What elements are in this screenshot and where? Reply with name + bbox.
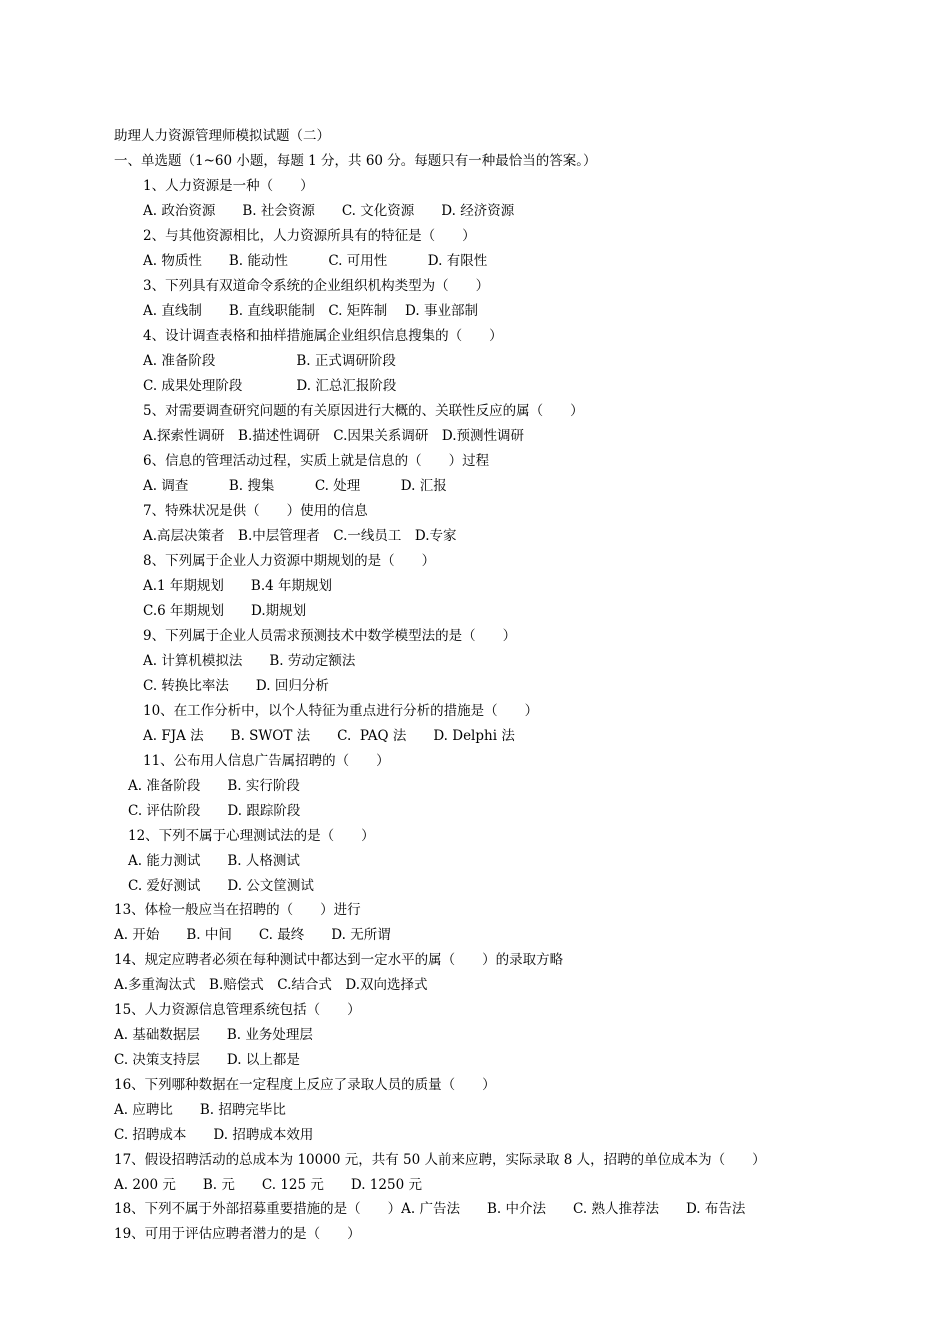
answer-options: C. 决策支持层 D. 以上都是 (114, 1052, 300, 1068)
answer-options: C. 评估阶段 D. 跟踪阶段 (128, 803, 301, 819)
question-text: 8、下列属于企业人力资源中期规划的是（ ） (143, 553, 436, 569)
question-text: 9、下列属于企业人员需求预测技术中数学模型法的是（ ） (143, 628, 517, 644)
question-text: 15、人力资源信息管理系统包括（ ） (114, 1002, 361, 1018)
document-title: 助理人力资源管理师模拟试题（二） (114, 128, 330, 144)
question-text: 4、设计调查表格和抽样措施属企业组织信息搜集的（ ） (143, 328, 503, 344)
question-text: 2、与其他资源相比，人力资源所具有的特征是（ ） (143, 228, 476, 244)
answer-options: A. 准备阶段 B. 实行阶段 (128, 778, 300, 794)
question-text: 13、体检一般应当在招聘的（ ）进行 (114, 902, 361, 918)
answer-options: A. 计算机模拟法 B. 劳动定额法 (143, 653, 356, 669)
question-text: 14、规定应聘者必须在每种测试中都达到一定水平的属（ ）的录取方略 (114, 952, 564, 968)
answer-options: A.探索性调研 B.描述性调研 C.因果关系调研 D.预测性调研 (143, 428, 525, 444)
answer-options: A. 直线制 B. 直线职能制 C. 矩阵制 D. 事业部制 (143, 303, 478, 319)
answer-options: A. 政治资源 B. 社会资源 C. 文化资源 D. 经济资源 (143, 203, 515, 219)
answer-options: A. 基础数据层 B. 业务处理层 (114, 1027, 313, 1043)
question-text: 11、公布用人信息广告属招聘的（ ） (143, 753, 390, 769)
question-text: 7、特殊状况是供（ ）使用的信息 (143, 503, 368, 519)
answer-options: A. 调查 B. 搜集 C. 处理 D. 汇报 (143, 478, 447, 494)
answer-options: A.高层决策者 B.中层管理者 C.一线员工 D.专家 (143, 528, 457, 544)
answer-options: A. FJA 法 B. SWOT 法 C. PAQ 法 D. Delphi 法 (143, 728, 515, 744)
question-text: 3、下列具有双道命令系统的企业组织机构类型为（ ） (143, 278, 490, 294)
question-text: 5、对需要调查研究问题的有关原因进行大概的、关联性反应的属（ ） (143, 403, 584, 419)
question-text: 12、下列不属于心理测试法的是（ ） (128, 828, 375, 844)
answer-options: A. 应聘比 B. 招聘完毕比 (114, 1102, 286, 1118)
question-text: 18、下列不属于外部招募重要措施的是（ ）A. 广告法 B. 中介法 C. 熟人推荐法 D. 布告法 (114, 1201, 746, 1217)
answer-options: C. 转换比率法 D. 回归分析 (143, 678, 329, 694)
answer-options: A.多重淘汰式 B.赔偿式 C.结合式 D.双向选择式 (114, 977, 428, 993)
answer-options: A.1 年期规划 B.4 年期规划 (143, 578, 333, 594)
answer-options: A. 开始 B. 中间 C. 最终 D. 无所谓 (114, 927, 391, 943)
question-text: 6、信息的管理活动过程，实质上就是信息的（ ）过程 (143, 453, 490, 469)
question-text: 10、在工作分析中，以个人特征为重点进行分析的措施是（ ） (143, 703, 539, 719)
answer-options: C.6 年期规划 D.期规划 (143, 603, 307, 619)
answer-options: A. 准备阶段 B. 正式调研阶段 (143, 353, 396, 369)
question-text: 16、下列哪种数据在一定程度上反应了录取人员的质量（ ） (114, 1077, 496, 1093)
answer-options: A. 能力测试 B. 人格测试 (128, 853, 300, 869)
question-text: 19、可用于评估应聘者潜力的是（ ） (114, 1226, 361, 1242)
question-text: 17、假设招聘活动的总成本为 10000 元，共有 50 人前来应聘，实际录取 8 人，招聘的单位成本为（ ） (114, 1152, 766, 1168)
section-heading: 一、单选题（1~60 小题，每题 1 分，共 60 分。每题只有一种最恰当的答案。） (114, 153, 597, 169)
answer-options: C. 招聘成本 D. 招聘成本效用 (114, 1127, 314, 1143)
answer-options: A. 物质性 B. 能动性 C. 可用性 D. 有限性 (143, 253, 488, 269)
answer-options: A. 200 元 B. 元 C. 125 元 D. 1250 元 (114, 1177, 422, 1193)
question-text: 1、人力资源是一种（ ） (143, 178, 314, 194)
answer-options: C. 爱好测试 D. 公文筐测试 (128, 878, 314, 894)
answer-options: C. 成果处理阶段 D. 汇总汇报阶段 (143, 378, 397, 394)
